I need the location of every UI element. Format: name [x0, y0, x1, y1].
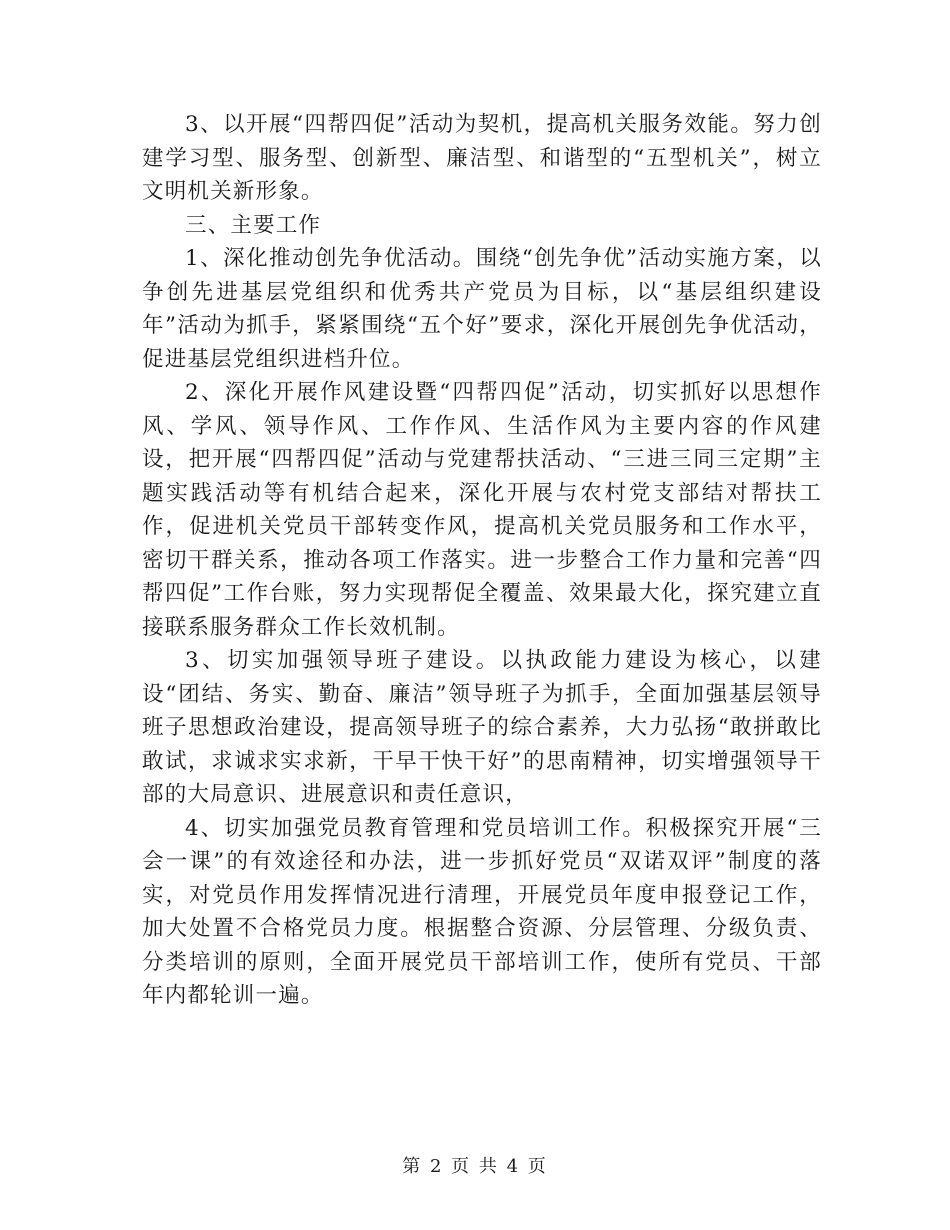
paragraph-work-2: 2、深化开展作风建设暨“四帮四促”活动，切实抓好以思想作风、学风、领导作风、工作作风、生活作风为主要内容的作风建设，把开展“四帮四促”活动与党建帮扶活动、“三进三同三定期”主题实践活动等有机结合起来，深化开展与农村党支部结对帮扶工作，促进机关党员干部转变作风，提高机关党员服务和工作水平，密切干群关系，推动各项工作落实。进一步整合工作力量和完善“四帮四促”工作台账，努力实现帮促全覆盖、效果最大化，探究建立直接联系服务群众工作长效机制。 — [142, 380, 822, 640]
section-heading-main-work: 三、主要工作 — [185, 212, 322, 238]
paragraph-work-1: 1、深化推动创先争优活动。围绕“创先争优”活动实施方案，以争创先进基层党组织和优秀共产党员为目标，以“基层组织建设年”活动为抓手，紧紧围绕“五个好”要求，深化开展创先争优活动，促进基层党组织进档升位。 — [142, 246, 822, 372]
paragraph-work-4: 4、切实加强党员教育管理和党员培训工作。积极探究开展“三会一课”的有效途径和办法，进一步抓好党员“双诺双评”制度的落实，对党员作用发挥情况进行清理，开展党员年度申报登记工作，加大处置不合格党员力度。根据整合资源、分层管理、分级负责、分类培训的原则，全面开展党员干部培训工作，使所有党员、干部年内都轮训一遍。 — [142, 815, 822, 1008]
document-body — [142, 108, 822, 1013]
paragraph-work-3: 3、切实加强领导班子建设。以执政能力建设为核心，以建设“团结、务实、勤奋、廉洁”领导班子为抓手，全面加强基层领导班子思想政治建设，提高领导班子的综合素养，大力弘扬“敢拼敢比敢试，求诚求实求新，干早干快干好”的思南精神，切实增强领导干部的大局意识、进展意识和责任意识， — [142, 648, 822, 807]
paragraph-goal-3: 3、以开展“四帮四促”活动为契机，提高机关服务效能。努力创建学习型、服务型、创新型、廉洁型、和谐型的“五型机关”，树立文明机关新形象。 — [142, 112, 822, 204]
page-number-footer: 第 2 页 共 4 页 — [402, 1156, 548, 1177]
